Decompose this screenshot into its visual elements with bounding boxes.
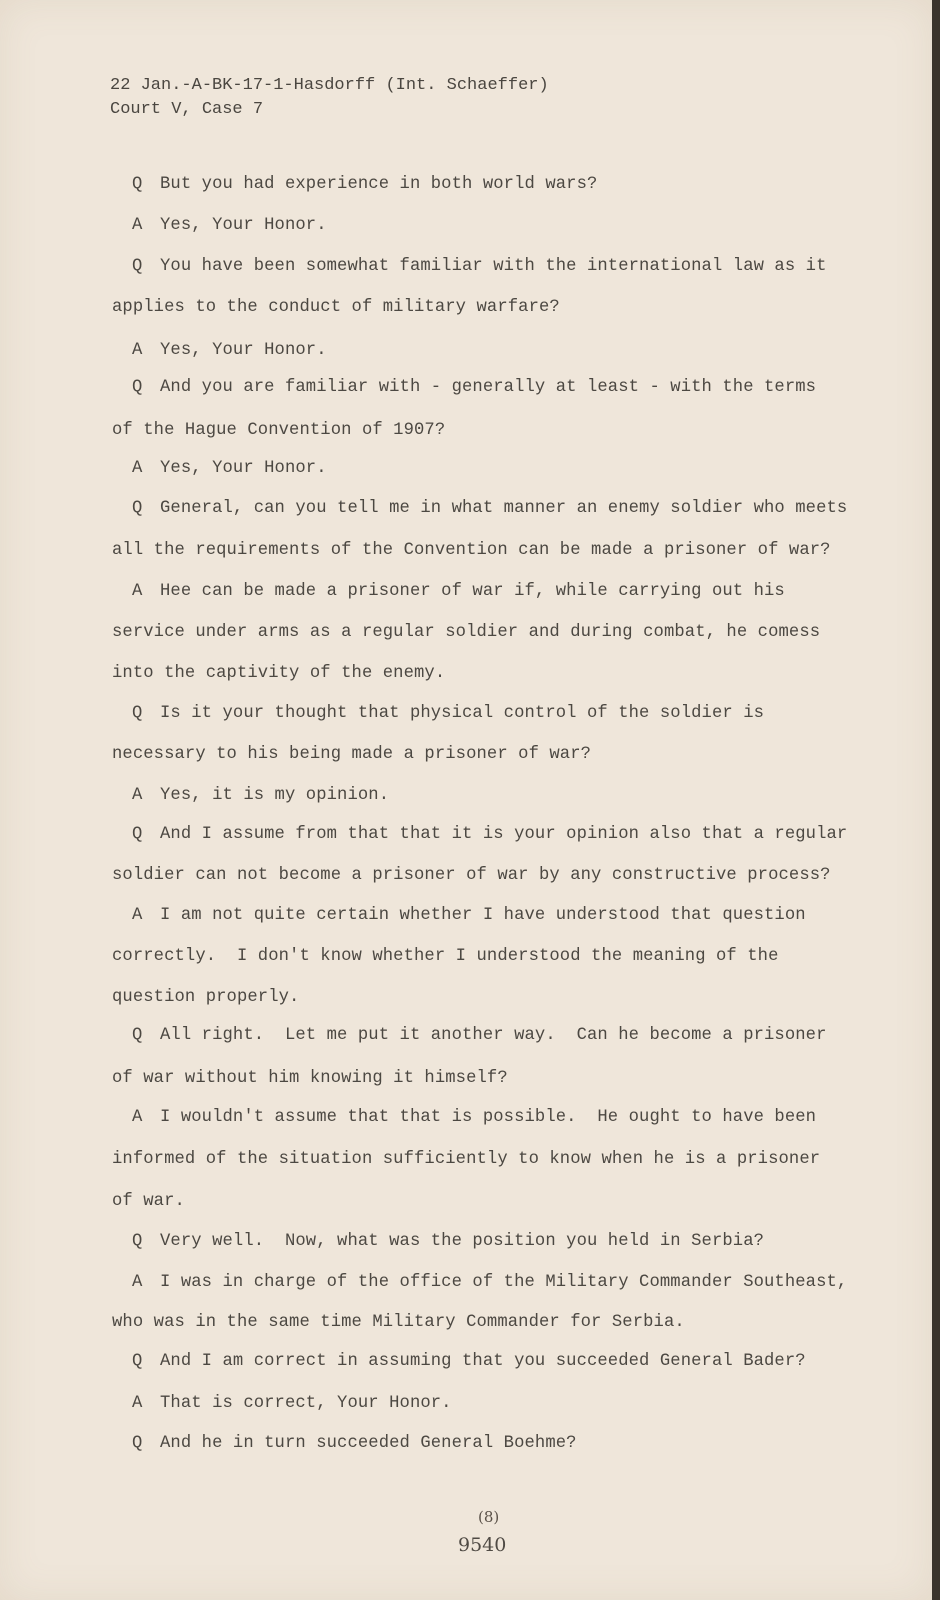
speaker-label: Q <box>132 1232 143 1251</box>
line-text: service under arms as a regular soldier and during combat, he comess <box>112 623 821 642</box>
continuation-line <box>112 1069 508 1088</box>
answer-line <box>132 582 785 601</box>
line-text: I was in charge of the office of the Military Commander Southeast, <box>160 1273 848 1292</box>
continuation-line <box>112 298 560 317</box>
line-text: But you had experience in both world wars? <box>160 175 598 194</box>
continuation-line <box>112 541 831 560</box>
speaker-label: A <box>132 786 143 805</box>
speaker-label: A <box>132 1108 143 1127</box>
speaker-label: Q <box>132 378 143 397</box>
question-line <box>132 704 764 723</box>
speaker-label: Q <box>132 1434 143 1453</box>
continuation-line <box>112 866 831 885</box>
line-text: applies to the conduct of military warfare? <box>112 298 560 317</box>
line-text: And I am correct in assuming that you succeeded General Bader? <box>160 1352 806 1371</box>
continuation-line <box>112 1313 685 1332</box>
line-text: I wouldn't assume that that is possible. He ought to have been <box>160 1108 817 1127</box>
line-text: Is it your thought that physical control of the soldier is <box>160 704 765 723</box>
speaker-label: A <box>132 1394 143 1413</box>
speaker-label: Q <box>132 1026 143 1045</box>
page-number: 9540 <box>458 1534 507 1556</box>
line-text: soldier can not become a prisoner of war by any constructive process? <box>112 866 831 885</box>
line-text: Yes, Your Honor. <box>160 341 327 360</box>
question-line <box>132 1352 806 1371</box>
line-text: Yes, it is my opinion. <box>160 786 390 805</box>
speaker-label: Q <box>132 175 143 194</box>
speaker-label: Q <box>132 825 143 844</box>
question-line <box>132 1232 764 1251</box>
question-line <box>132 825 847 844</box>
line-text: of the Hague Convention of 1907? <box>112 421 446 440</box>
line-text: And I assume from that that it is your opinion also that a regular <box>160 825 848 844</box>
speaker-label: A <box>132 582 143 601</box>
line-text: You have been somewhat familiar with the international law as it <box>160 257 827 276</box>
continuation-line <box>112 623 820 642</box>
line-text: all the requirements of the Convention can be made a prisoner of war? <box>112 541 831 560</box>
line-text: necessary to his being made a prisoner of war? <box>112 745 592 764</box>
line-text: question properly. <box>112 988 300 1007</box>
speaker-label: Q <box>132 1352 143 1371</box>
document-header <box>110 74 549 122</box>
line-text: Yes, Your Honor. <box>160 459 327 478</box>
question-line <box>132 1434 577 1453</box>
answer-line <box>132 1108 816 1127</box>
continuation-line <box>112 1192 185 1211</box>
line-text: who was in the same time Military Commander for Serbia. <box>112 1313 685 1332</box>
answer-line <box>132 1394 452 1413</box>
speaker-label: Q <box>132 257 143 276</box>
question-line <box>132 378 816 397</box>
speaker-label: A <box>132 1273 143 1292</box>
continuation-line <box>112 745 591 764</box>
line-text: Hee can be made a prisoner of war if, while carrying out his <box>160 582 785 601</box>
question-line <box>132 499 847 518</box>
header-court-line: Court V, Case 7 <box>110 100 264 119</box>
line-text: I am not quite certain whether I have understood that question <box>160 906 806 925</box>
answer-line <box>132 906 806 925</box>
question-line <box>132 175 597 194</box>
answer-line <box>132 459 327 478</box>
speaker-label: A <box>132 906 143 925</box>
answer-line <box>132 1273 847 1292</box>
line-text: And he in turn succeeded General Boehme? <box>160 1434 577 1453</box>
answer-line <box>132 341 327 360</box>
question-line <box>132 1026 827 1045</box>
continuation-line <box>112 988 299 1007</box>
page-edge <box>932 0 940 1600</box>
speaker-label: A <box>132 459 143 478</box>
speaker-label: A <box>132 341 143 360</box>
line-text: And you are familiar with - generally at least - with the terms <box>160 378 817 397</box>
line-text: Very well. Now, what was the position you held in Serbia? <box>160 1232 765 1251</box>
speaker-label: A <box>132 216 143 235</box>
line-text: correctly. I don't know whether I understood the meaning of the <box>112 947 779 966</box>
continuation-line <box>112 664 445 683</box>
answer-line <box>132 216 327 235</box>
answer-line <box>132 786 389 805</box>
line-text: of war. <box>112 1192 185 1211</box>
line-text: All right. Let me put it another way. Can he become a prisoner <box>160 1026 827 1045</box>
header-reference-line: 22 Jan.-A-BK-17-1-Hasdorff (Int. Schaeffer) <box>110 76 549 95</box>
continuation-line <box>112 947 779 966</box>
line-text: Yes, Your Honor. <box>160 216 327 235</box>
line-text: That is correct, Your Honor. <box>160 1394 452 1413</box>
speaker-label: Q <box>132 704 143 723</box>
line-text: General, can you tell me in what manner an enemy soldier who meets <box>160 499 848 518</box>
line-text: of war without him knowing it himself? <box>112 1069 508 1088</box>
speaker-label: Q <box>132 499 143 518</box>
line-text: into the captivity of the enemy. <box>112 664 446 683</box>
question-line <box>132 257 827 276</box>
continuation-line <box>112 1150 820 1169</box>
continuation-line <box>112 421 445 440</box>
line-text: informed of the situation sufficiently to know when he is a prisoner <box>112 1150 821 1169</box>
handwritten-mark: (8) <box>478 1508 500 1526</box>
